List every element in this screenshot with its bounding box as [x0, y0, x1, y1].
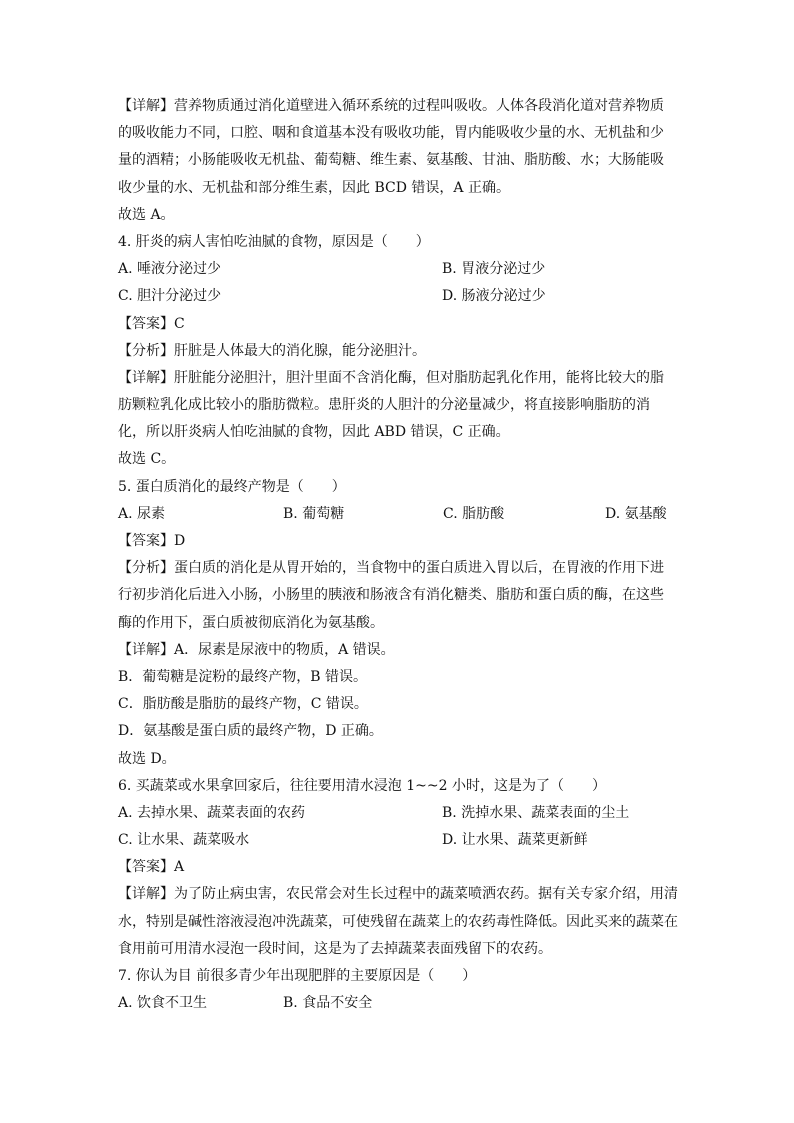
- question-6-stem: 6. 买蔬菜或水果拿回家后，往往要用清水浸泡 1~~2 小时，这是为了（ ）: [118, 777, 606, 794]
- conclusion-line: 故选 C。: [118, 451, 176, 468]
- option-d: D. 氨基酸: [605, 505, 667, 522]
- analysis-line: 【分析】蛋白质的消化是从胃开始的，当食物中的蛋白质进入胃以后，在胃液的作用下进: [118, 560, 664, 577]
- detail-line: C．脂肪酸是脂肪的最终产物，C 错误。: [118, 696, 368, 713]
- option-b: B. 洗掉水果、蔬菜表面的尘土: [442, 804, 630, 821]
- conclusion-line: 故选 A。: [118, 206, 175, 223]
- analysis-line: 酶的作用下，蛋白质被彻底消化为氨基酸。: [118, 614, 384, 631]
- text-line: 【详解】营养物质通过消化道壁进入循环系统的过程叫吸收。人体各段消化道对营养物质: [118, 98, 664, 114]
- question-4-options-row-1: [118, 256, 678, 283]
- question-7-stem: 7. 你认为目 前很多青少年出现肥胖的主要原因是（ ）: [118, 968, 477, 984]
- detail-line: 【详解】为了防止病虫害，农民常会对生长过程中的蔬菜喷洒农药。据有关专家介绍，用清: [118, 886, 678, 903]
- question-4-options-row-2: [118, 283, 678, 310]
- conclusion-line: 故选 D。: [118, 750, 176, 767]
- detail-line: D．氨基酸是蛋白质的最终产物，D 正确。: [118, 723, 383, 740]
- detail-line: B．葡萄糖是淀粉的最终产物，B 错误。: [118, 668, 368, 685]
- option-c: C. 胆汁分泌过少: [118, 288, 222, 305]
- analysis-line: 【分析】肝脏是人体最大的消化腺，能分泌胆汁。: [118, 342, 426, 359]
- option-d: D. 肠液分泌过少: [442, 288, 546, 305]
- text-line: 的吸收能力不同，口腔、咽和食道基本没有吸收功能，胃内能吸收少量的水、无机盐和少: [118, 125, 664, 142]
- option-b: B. 葡萄糖: [283, 505, 345, 522]
- detail-line: 【详解】肝脏能分泌胆汁，胆汁里面不含消化酶，但对脂肪起乳化作用，能将比较大的脂: [118, 369, 664, 386]
- question-5-options-row: [118, 501, 678, 528]
- answer-line: 【答案】D: [118, 533, 186, 549]
- text-line: 量的酒精；小肠能吸收无机盐、葡萄糖、维生素、氨基酸、甘油、脂肪酸、水；大肠能吸: [118, 152, 664, 169]
- document-page: [118, 93, 678, 1017]
- question-7-options-row: [118, 990, 678, 1017]
- answer-line: 【答案】C: [118, 315, 185, 332]
- option-a: A. 饮食不卫生: [118, 995, 208, 1012]
- question-6-options-row-1: [118, 800, 678, 827]
- detail-line: 水，特别是碱性溶液浸泡冲洗蔬菜，可使残留在蔬菜上的农药毒性降低。因此买来的蔬菜在: [118, 913, 678, 930]
- option-c: C. 让水果、蔬菜吸水: [118, 832, 250, 849]
- option-a: A. 唾液分泌过少: [118, 261, 222, 278]
- detail-line: 食用前可用清水浸泡一段时间，这是为了去掉蔬菜表面残留下的农药。: [118, 940, 552, 957]
- option-d: D. 让水果、蔬菜更新鲜: [442, 832, 588, 849]
- question-4-stem: 4. 肝炎的病人害怕吃油腻的食物，原因是（ ）: [118, 233, 430, 250]
- option-b: B. 胃液分泌过少: [442, 261, 546, 278]
- answer-line: 【答案】A: [118, 859, 185, 876]
- detail-line: 肪颗粒乳化成比较小的脂肪微粒。患肝炎的人胆汁的分泌量减少，将直接影响脂肪的消: [118, 397, 650, 414]
- question-5-stem: 5. 蛋白质消化的最终产物是（ ）: [118, 478, 346, 495]
- detail-line: 【详解】A．尿素是尿液中的物质，A 错误。: [118, 641, 395, 658]
- analysis-line: 行初步消化后进入小肠，小肠里的胰液和肠液含有消化糖类、脂肪和蛋白质的酶，在这些: [118, 587, 664, 604]
- option-c: C. 脂肪酸: [443, 505, 505, 522]
- text-line: 收少量的水、无机盐和部分维生素，因此 BCD 错误，A 正确。: [118, 179, 510, 196]
- option-b: B. 食品不安全: [283, 995, 373, 1012]
- question-6-options-row-2: [118, 827, 678, 854]
- detail-line: 化，所以肝炎病人怕吃油腻的食物，因此 ABD 错误，C 正确。: [118, 424, 510, 441]
- option-a: A. 去掉水果、蔬菜表面的农药: [118, 804, 306, 821]
- option-a: A. 尿素: [118, 505, 166, 522]
